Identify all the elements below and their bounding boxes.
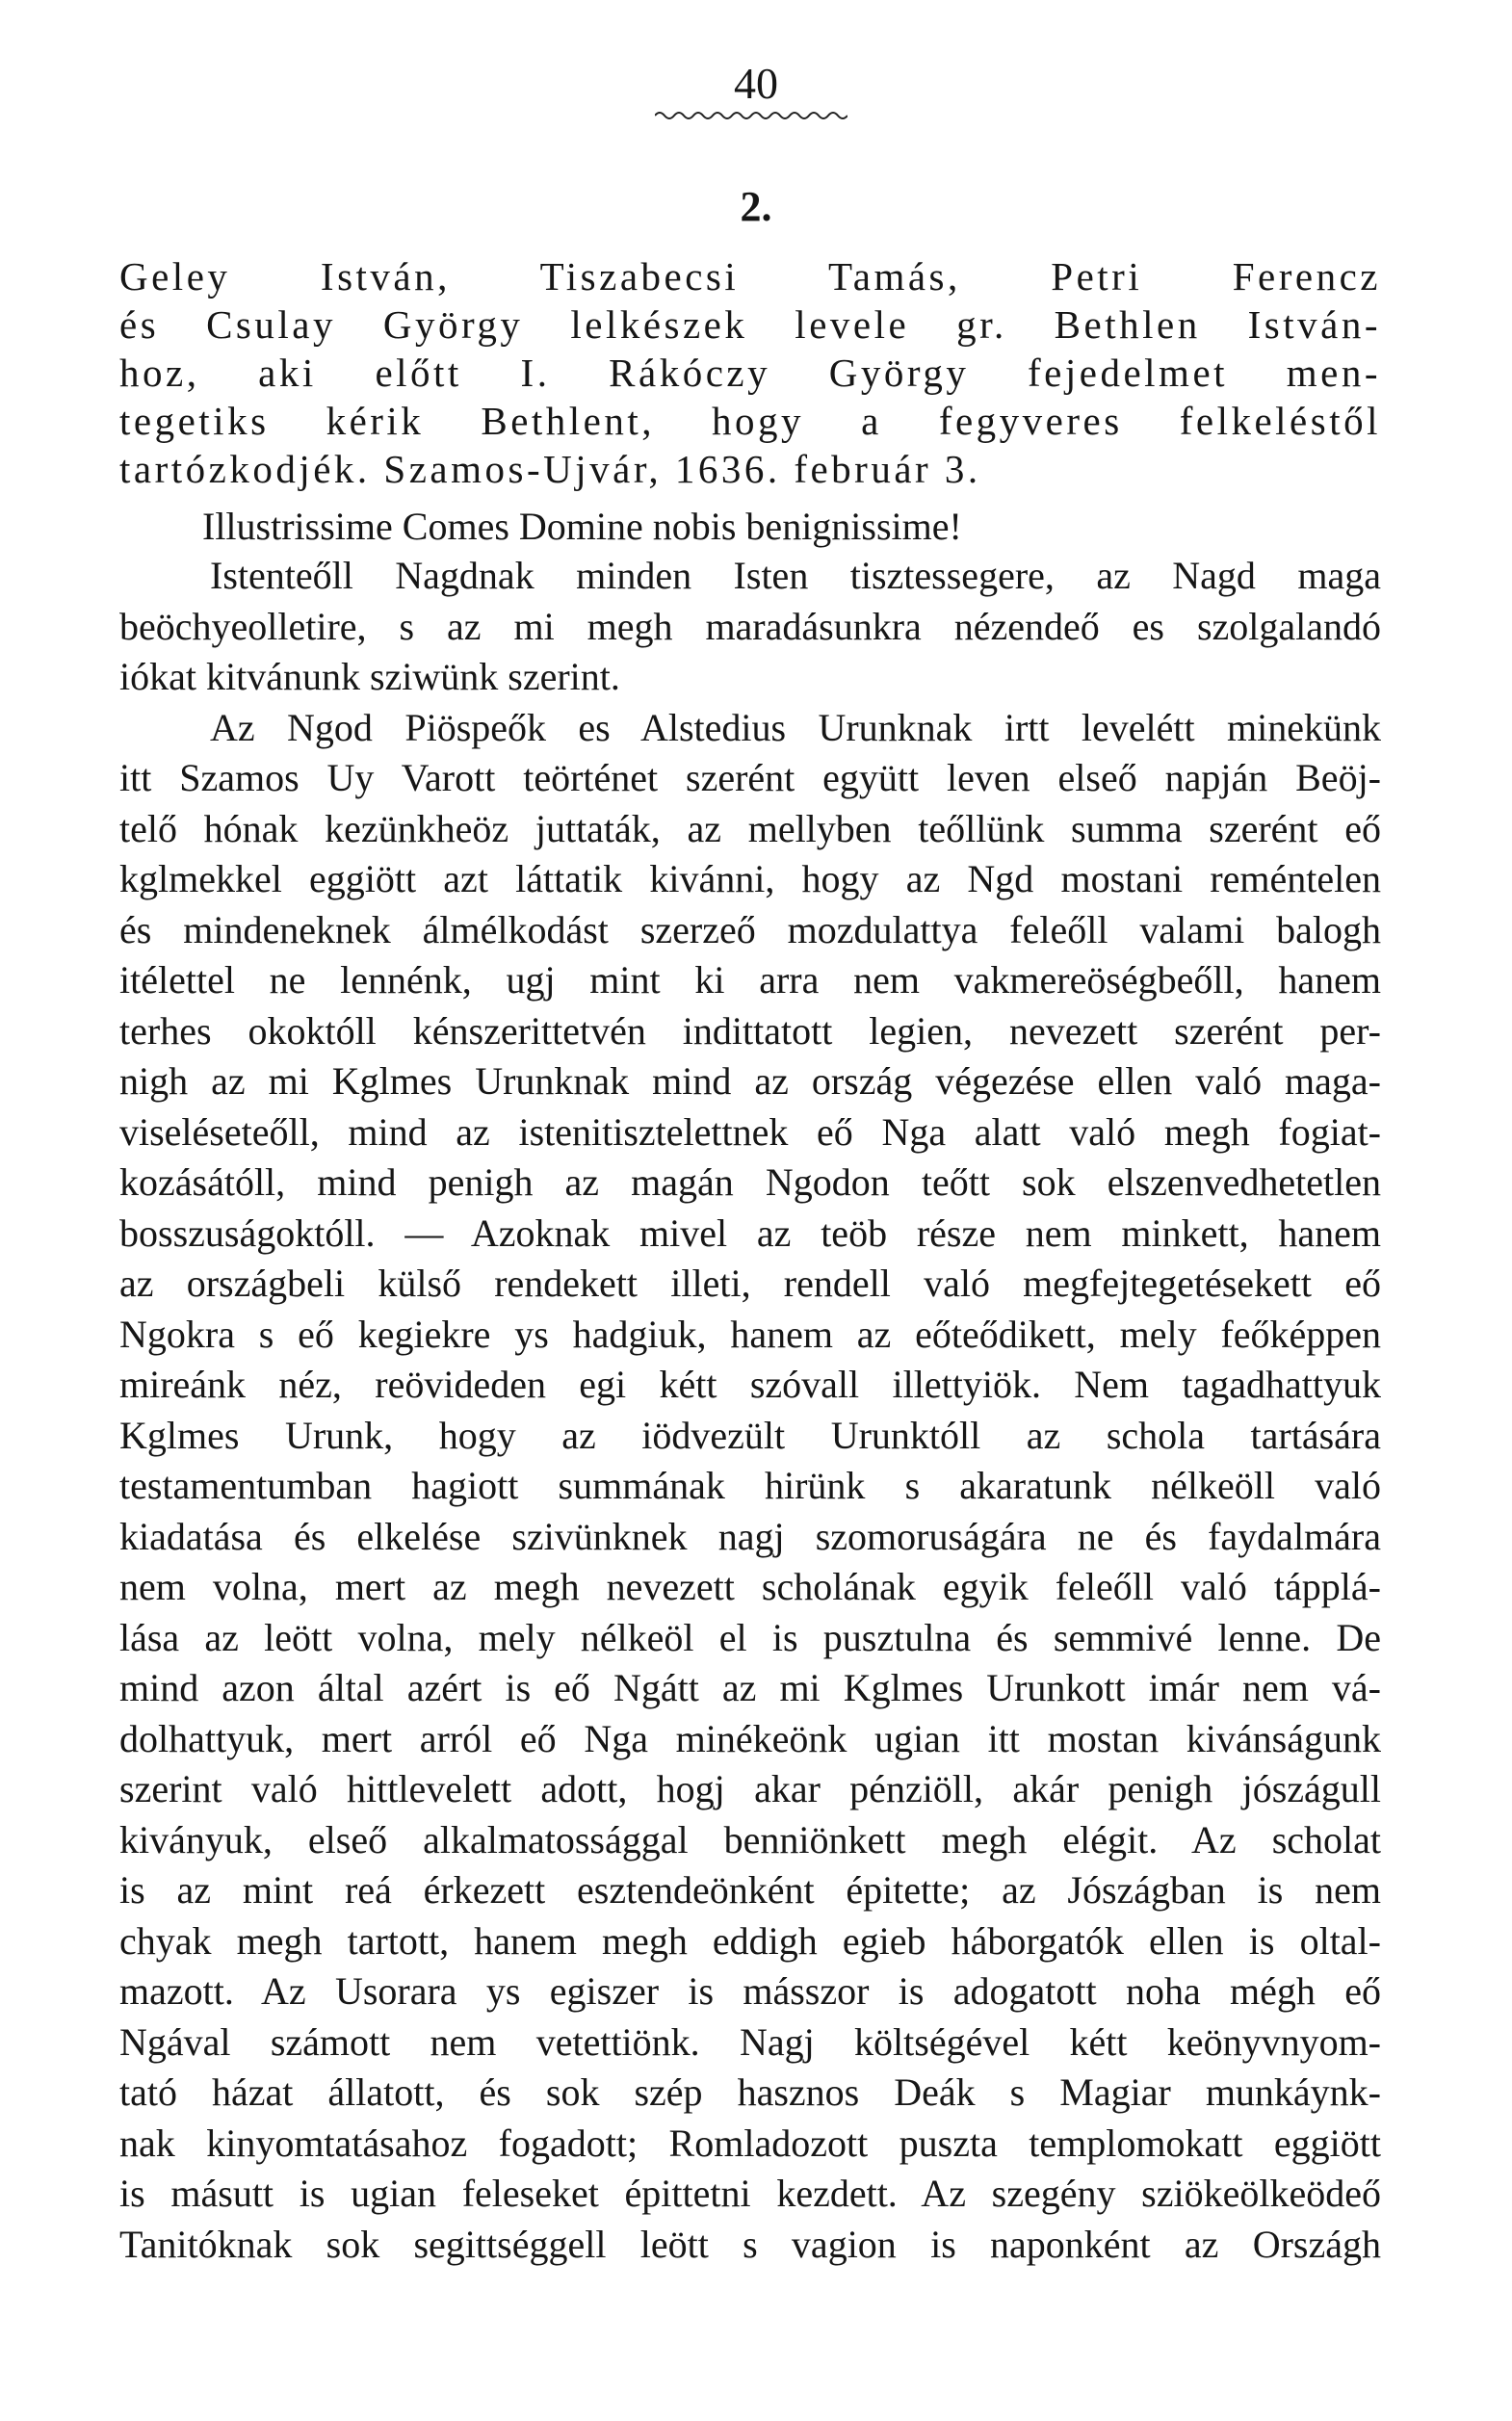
wavy-rule-ornament xyxy=(655,108,847,123)
heading-line: tartózkodjék. Szamos-Ujvár, 1636. február 3. xyxy=(119,447,981,491)
body-line: terhes okoktóll kénszerittetvén indittatott legien, nevezett szerént per- xyxy=(119,1008,1381,1053)
body-line: az országbeli külső rendekett illeti, rendell való megfejtegetésekett eő xyxy=(119,1262,1381,1305)
body-line: Kglmes Urunk, hogy az iödvezült Urunktóll az schola tartására xyxy=(119,1413,1381,1457)
body-line: mireánk néz, reövideden egi kétt szóvall illettyiök. Nem tagadhattyuk xyxy=(119,1363,1381,1406)
heading-line: hoz, aki előtt I. Rákóczy György fejedelmet men- xyxy=(119,351,1381,395)
body-line: kiadatása és elkelése szivünknek nagj szomoruságára ne és faydalmára xyxy=(119,1514,1381,1558)
body-line: itélettel ne lennénk, ugj mint ki arra nem vakmereöségbeőll, hanem xyxy=(119,958,1381,1002)
body-line: mind azon által azért is eő Ngátt az mi Kglmes Urunkott imár nem vá- xyxy=(119,1666,1381,1709)
body-line: iókat kitvánunk sziwünk szerint. xyxy=(119,655,620,698)
body-line: lása az leött volna, mely nélkeöl el is pusztulna és semmivé lenne. De xyxy=(119,1615,1381,1659)
heading-line: Geley István, Tiszabecsi Tamás, Petri Ferencz xyxy=(119,254,1381,299)
body-line: chyak megh tartott, hanem megh eddigh egieb háborgatók ellen is oltal- xyxy=(119,1918,1381,1963)
body-line: nak kinyomtatásahoz fogadott; Romladozott puszta templomokatt eggiött xyxy=(119,2121,1381,2165)
body-line: is másutt is ugian feleseket épittetni kezdett. Az szegény sziökeölkeödeő xyxy=(119,2172,1381,2215)
body-line: testamentumban hagiott summának hirünk s akaratunk nélkeöll való xyxy=(119,1464,1381,1507)
body-line: Az Ngod Piöspeők es Alstedius Urunknak irtt levelétt minekünk xyxy=(210,705,1381,749)
body-line: nigh az mi Kglmes Urunknak mind az ország végezése ellen való maga- xyxy=(119,1059,1381,1103)
body-line: Tanitóknak sok segittséggell leött s vagion is naponként az Országh xyxy=(119,2222,1381,2266)
body-line: kglmekkel eggiött azt láttatik kivánni, hogy az Ngd mostani reméntelen xyxy=(119,857,1381,900)
section-number: 2. xyxy=(740,183,772,230)
body-line: telő hónak kezünkheöz juttaták, az mellyben teőllünk summa szerént eő xyxy=(119,806,1381,850)
heading-line: tegetiks kérik Bethlent, hogy a fegyveres felkeléstől xyxy=(119,399,1381,443)
heading-line: és Csulay György lelkészek levele gr. Bethlen István- xyxy=(119,302,1381,347)
body-line: dolhattyuk, mert arról eő Nga minékeönk ugian itt mostan kivánságunk xyxy=(119,1716,1381,1760)
body-line: beöchyeolletire, s az mi megh maradásunkra nézendeő es szolgalandó xyxy=(119,604,1381,648)
salutation: Illustrissime Comes Domine nobis benignissime! xyxy=(202,505,962,548)
body-line: bosszuságoktóll. — Azoknak mivel az teöb része nem minkett, hanem xyxy=(119,1210,1381,1255)
body-line: Ngokra s eő kegiekre ys hadgiuk, hanem az eőteődikett, mely feőképpen xyxy=(119,1312,1381,1356)
body-line: kozásátóll, mind penigh az magán Ngodon teőtt sok elszenvedhetetlen xyxy=(119,1160,1381,1204)
body-line: Istenteőll Nagdnak minden Isten tisztessegere, az Nagd maga xyxy=(210,554,1381,597)
page-number: 40 xyxy=(734,59,778,108)
body-line: tató házat állatott, és sok szép hasznos Deák s Magiar munkáynk- xyxy=(119,2070,1381,2114)
letter-body xyxy=(119,551,1381,2270)
body-line: kiványuk, elseő alkalmatossággal benniönkett megh elégit. Az scholat xyxy=(119,1817,1381,1861)
body-line: Ngával számott nem vetettiönk. Nagj költségével kétt keönyvnyom- xyxy=(119,2019,1381,2064)
letter-heading xyxy=(119,252,1381,493)
body-line: és mindeneknek álmélkodást szerzeő mozdulattya feleőll valami balogh xyxy=(119,907,1381,951)
body-line: szerint való hittlevelett adott, hogj akar pénziöll, akár penigh jószágull xyxy=(119,1767,1381,1810)
body-line: mazott. Az Usorara ys egiszer is másszor is adogatott noha mégh eő xyxy=(119,1969,1381,2013)
body-line: is az mint reá érkezett esztendeönként épitette; az Jószágban is nem xyxy=(119,1868,1381,1912)
body-line: viseléseteőll, mind az istenitisztelettnek eő Nga alatt való megh fogiat- xyxy=(119,1109,1381,1154)
body-line: nem volna, mert az megh nevezett scholának egyik feleőll való tápplá- xyxy=(119,1565,1381,1608)
body-line: itt Szamos Uy Varott teörténet szerént együtt leven elseő napján Beöj- xyxy=(119,756,1381,799)
